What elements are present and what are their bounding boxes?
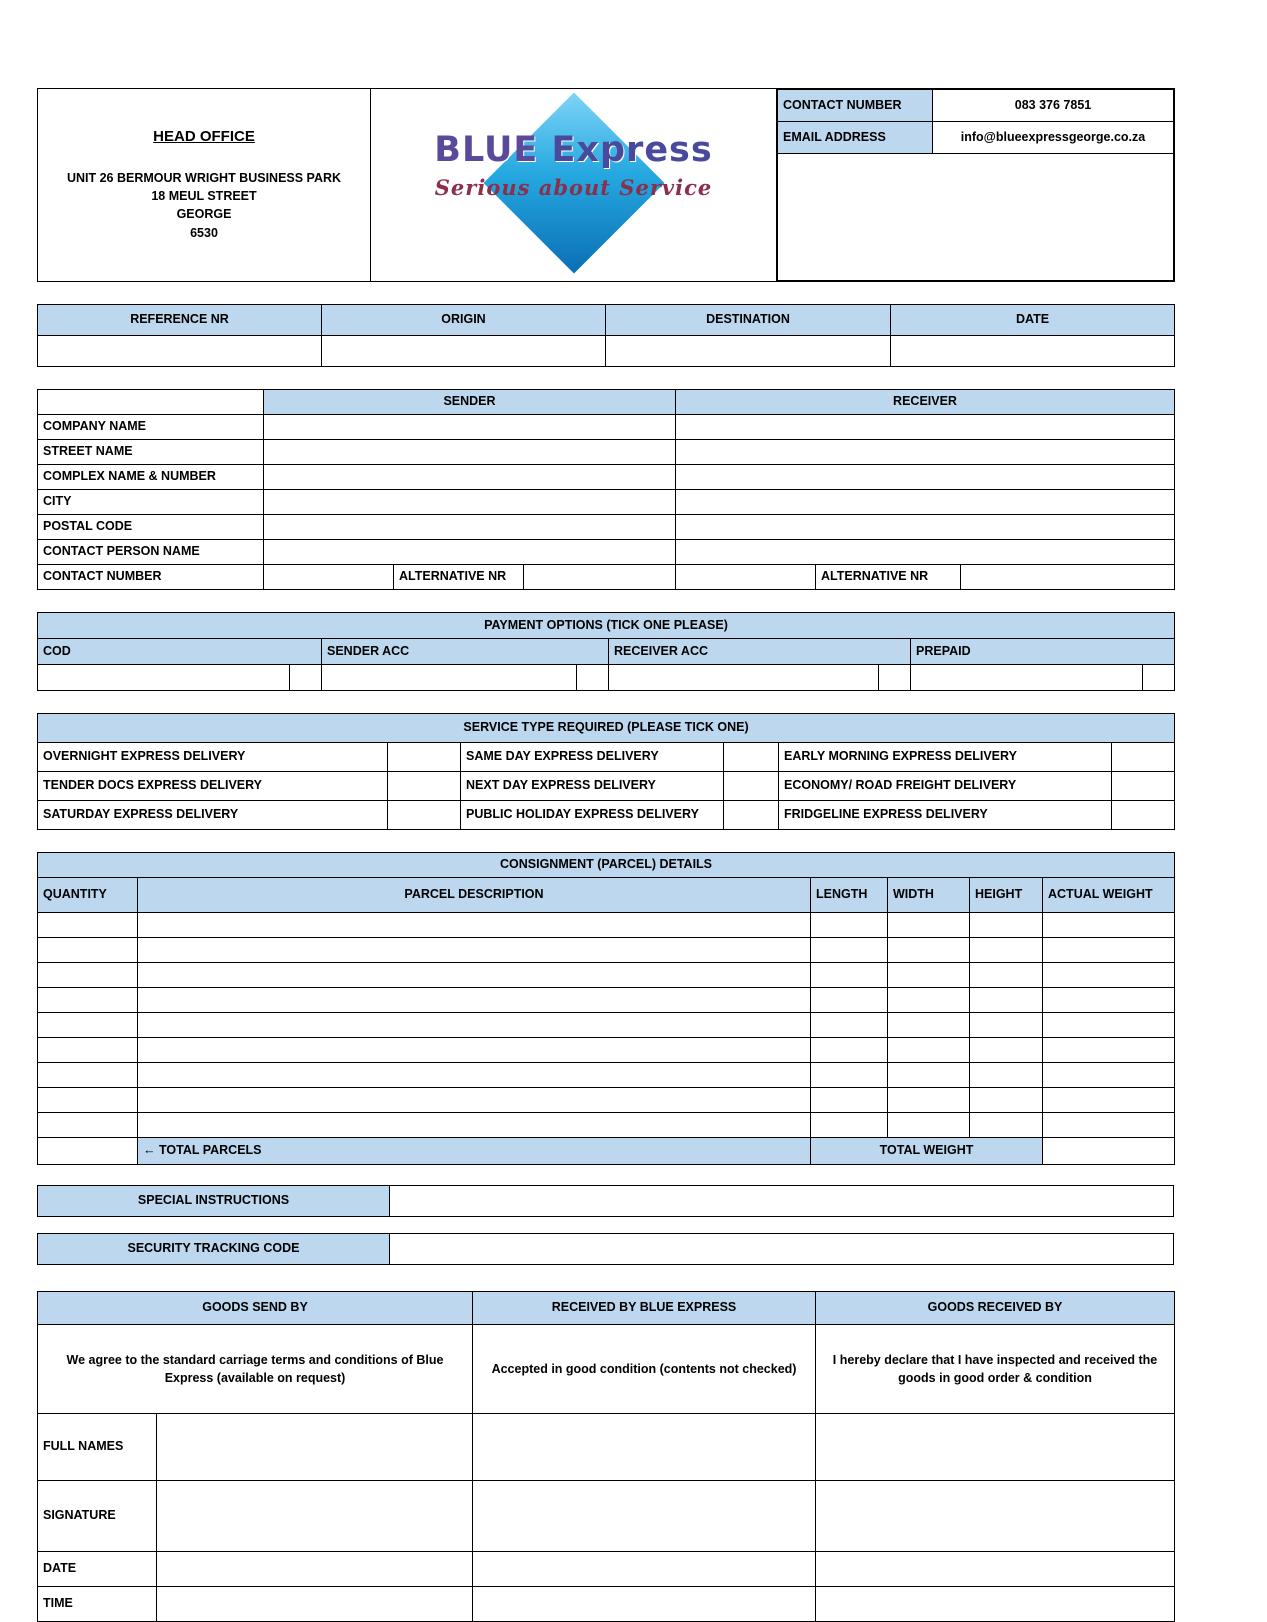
service-early-morning-label: EARLY MORNING EXPRESS DELIVERY bbox=[779, 743, 1112, 772]
cell-description[interactable] bbox=[138, 1088, 811, 1113]
table-row[interactable] bbox=[38, 913, 1175, 938]
service-overnight-tickbox[interactable] bbox=[388, 743, 461, 772]
table-row[interactable] bbox=[38, 988, 1175, 1013]
service-fridgeline-tickbox[interactable] bbox=[1112, 801, 1175, 830]
total-weight-label: TOTAL WEIGHT bbox=[811, 1138, 1043, 1165]
service-saturday-tickbox[interactable] bbox=[388, 801, 461, 830]
contact-number-label: CONTACT NUMBER bbox=[778, 90, 933, 122]
cell-actual-weight[interactable] bbox=[1043, 938, 1175, 963]
payment-sender-acc-tickbox[interactable] bbox=[577, 665, 609, 691]
row-label-contact-person-name: CONTACT PERSON NAME bbox=[38, 540, 264, 565]
column-header-actual-weight: ACTUAL WEIGHT bbox=[1043, 878, 1175, 913]
reference-nr-field[interactable] bbox=[38, 336, 322, 367]
sender-header: SENDER bbox=[264, 390, 676, 415]
cell-width[interactable] bbox=[888, 1113, 970, 1138]
reference-block bbox=[37, 304, 1175, 367]
cell-length[interactable] bbox=[811, 988, 888, 1013]
carrier-signature-field[interactable] bbox=[473, 1481, 816, 1552]
payment-prepaid-spacer bbox=[911, 665, 1143, 691]
total-parcels-value[interactable] bbox=[38, 1138, 138, 1165]
logo-word-express: Express bbox=[551, 130, 713, 170]
cell-length[interactable] bbox=[811, 1113, 888, 1138]
cell-width[interactable] bbox=[888, 1013, 970, 1038]
logo-tagline: Serious about Service bbox=[434, 175, 713, 200]
sender-terms-text: We agree to the standard carriage terms and conditions of Blue Express (available on request) bbox=[38, 1325, 473, 1414]
cell-height[interactable] bbox=[970, 988, 1043, 1013]
row-label-city: CITY bbox=[38, 490, 264, 515]
cell-actual-weight[interactable] bbox=[1043, 1038, 1175, 1063]
sender-alternative-nr-label: ALTERNATIVE NR bbox=[394, 565, 524, 590]
row-label-complex-name-number: COMPLEX NAME & NUMBER bbox=[38, 465, 264, 490]
cell-height[interactable] bbox=[970, 1113, 1043, 1138]
cell-height[interactable] bbox=[970, 1063, 1043, 1088]
destination-field[interactable] bbox=[606, 336, 891, 367]
receiver-street-name-field[interactable] bbox=[676, 440, 1175, 465]
head-office-title: HEAD OFFICE bbox=[153, 128, 255, 146]
service-saturday-label: SATURDAY EXPRESS DELIVERY bbox=[38, 801, 388, 830]
origin-header: ORIGIN bbox=[322, 305, 606, 336]
cell-length[interactable] bbox=[811, 938, 888, 963]
carrier-terms-text: Accepted in good condition (contents not checked) bbox=[473, 1325, 816, 1414]
column-header-quantity: QUANTITY bbox=[38, 878, 138, 913]
email-address-label: EMAIL ADDRESS bbox=[778, 122, 933, 154]
table-row[interactable] bbox=[38, 1063, 1175, 1088]
cell-quantity[interactable] bbox=[38, 1088, 138, 1113]
cell-quantity[interactable] bbox=[38, 913, 138, 938]
column-header-width: WIDTH bbox=[888, 878, 970, 913]
service-economy-road-tickbox[interactable] bbox=[1112, 772, 1175, 801]
carrier-date-field[interactable] bbox=[473, 1552, 816, 1587]
row-label-contact-number: CONTACT NUMBER bbox=[38, 565, 264, 590]
service-public-holiday-label: PUBLIC HOLIDAY EXPRESS DELIVERY bbox=[461, 801, 724, 830]
payment-option-prepaid-label: PREPAID bbox=[911, 639, 1175, 665]
receiver-postal-code-field[interactable] bbox=[676, 515, 1175, 540]
payment-options-title: PAYMENT OPTIONS (TICK ONE PLEASE) bbox=[38, 613, 1175, 639]
contact-blank-area bbox=[778, 154, 1174, 281]
service-type-block bbox=[37, 713, 1175, 830]
security-tracking-label: SECURITY TRACKING CODE bbox=[38, 1234, 390, 1265]
table-row[interactable] bbox=[38, 938, 1175, 963]
receiver-alternative-nr-field[interactable] bbox=[961, 565, 1175, 590]
table-row[interactable] bbox=[38, 963, 1175, 988]
service-fridgeline-label: FRIDGELINE EXPRESS DELIVERY bbox=[779, 801, 1112, 830]
address-line-4: 6530 bbox=[190, 225, 218, 240]
sr-corner-blank bbox=[38, 390, 264, 415]
service-public-holiday-tickbox[interactable] bbox=[724, 801, 779, 830]
date-label: DATE bbox=[38, 1552, 157, 1587]
cell-length[interactable] bbox=[811, 1013, 888, 1038]
cell-quantity[interactable] bbox=[38, 1113, 138, 1138]
cell-width[interactable] bbox=[888, 913, 970, 938]
date-field[interactable] bbox=[891, 336, 1175, 367]
consignment-details-block bbox=[37, 852, 1175, 1165]
payment-cod-tickbox[interactable] bbox=[290, 665, 322, 691]
cell-quantity[interactable] bbox=[38, 1038, 138, 1063]
service-tender-docs-tickbox[interactable] bbox=[388, 772, 461, 801]
receiver-contact-number-field[interactable] bbox=[676, 565, 816, 590]
cell-actual-weight[interactable] bbox=[1043, 1013, 1175, 1038]
table-row[interactable] bbox=[38, 1013, 1175, 1038]
payment-sender-acc-spacer bbox=[322, 665, 577, 691]
service-next-day-label: NEXT DAY EXPRESS DELIVERY bbox=[461, 772, 724, 801]
cell-length[interactable] bbox=[811, 1038, 888, 1063]
sender-date-field[interactable] bbox=[157, 1552, 473, 1587]
special-instructions-label: SPECIAL INSTRUCTIONS bbox=[38, 1186, 390, 1217]
receiver-time-field[interactable] bbox=[816, 1587, 1175, 1622]
receiver-terms-text: I hereby declare that I have inspected and received the goods in good order & condition bbox=[816, 1325, 1175, 1414]
service-type-title: SERVICE TYPE REQUIRED (PLEASE TICK ONE) bbox=[38, 714, 1175, 743]
signature-label: SIGNATURE bbox=[38, 1481, 157, 1552]
service-early-morning-tickbox[interactable] bbox=[1112, 743, 1175, 772]
received-by-blue-express-header: RECEIVED BY BLUE EXPRESS bbox=[473, 1292, 816, 1325]
total-weight-value[interactable] bbox=[1043, 1138, 1175, 1165]
signature-block bbox=[37, 1291, 1175, 1622]
cell-actual-weight[interactable] bbox=[1043, 913, 1175, 938]
receiver-complex-field[interactable] bbox=[676, 465, 1175, 490]
header-block bbox=[37, 88, 1175, 282]
receiver-header: RECEIVER bbox=[676, 390, 1175, 415]
payment-prepaid-tickbox[interactable] bbox=[1143, 665, 1175, 691]
row-label-postal-code: POSTAL CODE bbox=[38, 515, 264, 540]
receiver-company-name-field[interactable] bbox=[676, 415, 1175, 440]
time-label: TIME bbox=[38, 1587, 157, 1622]
receiver-alternative-nr-label: ALTERNATIVE NR bbox=[816, 565, 961, 590]
sender-time-field[interactable] bbox=[157, 1587, 473, 1622]
address-line-3: GEORGE bbox=[176, 207, 232, 222]
cell-length[interactable] bbox=[811, 1088, 888, 1113]
logo-word-blue: BLUE bbox=[434, 130, 539, 170]
table-row[interactable] bbox=[38, 1113, 1175, 1138]
head-office-cell bbox=[38, 89, 371, 282]
contact-block bbox=[777, 89, 1175, 282]
payment-cod-spacer bbox=[38, 665, 290, 691]
company-logo bbox=[371, 89, 777, 282]
total-parcels-label: ← TOTAL PARCELS bbox=[138, 1138, 811, 1165]
address-line-1: UNIT 26 BERMOUR WRIGHT BUSINESS PARK bbox=[66, 171, 342, 186]
table-row[interactable] bbox=[38, 1088, 1175, 1113]
email-address-value: info@blueexpressgeorge.co.za bbox=[933, 122, 1174, 154]
service-economy-road-label: ECONOMY/ ROAD FREIGHT DELIVERY bbox=[779, 772, 1112, 801]
special-instructions-field[interactable] bbox=[390, 1186, 1174, 1217]
special-instructions-block bbox=[37, 1185, 1174, 1217]
sender-receiver-block bbox=[37, 389, 1175, 590]
row-label-company-name: COMPANY NAME bbox=[38, 415, 264, 440]
reference-nr-header: REFERENCE NR bbox=[38, 305, 322, 336]
payment-receiver-acc-spacer bbox=[609, 665, 879, 691]
carrier-time-field[interactable] bbox=[473, 1587, 816, 1622]
cell-actual-weight[interactable] bbox=[1043, 988, 1175, 1013]
address-line-2: 18 MEUL STREET bbox=[151, 189, 257, 204]
consignment-title: CONSIGNMENT (PARCEL) DETAILS bbox=[38, 853, 1175, 878]
cell-description[interactable] bbox=[138, 1113, 811, 1138]
cell-description[interactable] bbox=[138, 1063, 811, 1088]
carrier-full-names-field[interactable] bbox=[473, 1414, 816, 1481]
cell-height[interactable] bbox=[970, 1013, 1043, 1038]
cell-description[interactable] bbox=[138, 913, 811, 938]
cell-actual-weight[interactable] bbox=[1043, 963, 1175, 988]
sender-company-name-field[interactable] bbox=[264, 415, 676, 440]
destination-header: DESTINATION bbox=[606, 305, 891, 336]
cell-quantity[interactable] bbox=[38, 938, 138, 963]
cell-length[interactable] bbox=[811, 1063, 888, 1088]
cell-quantity[interactable] bbox=[38, 988, 138, 1013]
cell-quantity[interactable] bbox=[38, 963, 138, 988]
cell-actual-weight[interactable] bbox=[1043, 1113, 1175, 1138]
receiver-signature-field[interactable] bbox=[816, 1481, 1175, 1552]
cell-actual-weight[interactable] bbox=[1043, 1063, 1175, 1088]
receiver-contact-person-field[interactable] bbox=[676, 540, 1175, 565]
service-same-day-label: SAME DAY EXPRESS DELIVERY bbox=[461, 743, 724, 772]
cell-height[interactable] bbox=[970, 963, 1043, 988]
logo-wordmark bbox=[371, 129, 776, 173]
sender-contact-number-field[interactable] bbox=[264, 565, 394, 590]
sender-postal-code-field[interactable] bbox=[264, 515, 676, 540]
cell-length[interactable] bbox=[811, 963, 888, 988]
service-same-day-tickbox[interactable] bbox=[724, 743, 779, 772]
receiver-date-field[interactable] bbox=[816, 1552, 1175, 1587]
cell-width[interactable] bbox=[888, 1088, 970, 1113]
sender-signature-field[interactable] bbox=[157, 1481, 473, 1552]
sender-complex-field[interactable] bbox=[264, 465, 676, 490]
cell-height[interactable] bbox=[970, 913, 1043, 938]
payment-option-cod-label: COD bbox=[38, 639, 322, 665]
payment-option-receiver-acc-label: RECEIVER ACC bbox=[609, 639, 911, 665]
service-next-day-tickbox[interactable] bbox=[724, 772, 779, 801]
cell-length[interactable] bbox=[811, 913, 888, 938]
service-tender-docs-label: TENDER DOCS EXPRESS DELIVERY bbox=[38, 772, 388, 801]
sender-full-names-field[interactable] bbox=[157, 1414, 473, 1481]
cell-height[interactable] bbox=[970, 938, 1043, 963]
cell-height[interactable] bbox=[970, 1088, 1043, 1113]
sender-street-name-field[interactable] bbox=[264, 440, 676, 465]
full-names-label: FULL NAMES bbox=[38, 1414, 157, 1481]
cell-description[interactable] bbox=[138, 988, 811, 1013]
cell-width[interactable] bbox=[888, 963, 970, 988]
column-header-length: LENGTH bbox=[811, 878, 888, 913]
cell-description[interactable] bbox=[138, 1013, 811, 1038]
payment-options-block bbox=[37, 612, 1175, 691]
column-header-parcel-description: PARCEL DESCRIPTION bbox=[138, 878, 811, 913]
column-header-height: HEIGHT bbox=[970, 878, 1043, 913]
waybill-form bbox=[37, 88, 1174, 1622]
cell-width[interactable] bbox=[888, 938, 970, 963]
security-tracking-block bbox=[37, 1233, 1174, 1265]
receiver-full-names-field[interactable] bbox=[816, 1414, 1175, 1481]
cell-description[interactable] bbox=[138, 963, 811, 988]
cell-width[interactable] bbox=[888, 988, 970, 1013]
service-overnight-label: OVERNIGHT EXPRESS DELIVERY bbox=[38, 743, 388, 772]
contact-number-value: 083 376 7851 bbox=[933, 90, 1174, 122]
table-row[interactable] bbox=[38, 1038, 1175, 1063]
security-tracking-field[interactable] bbox=[390, 1234, 1174, 1265]
goods-send-by-header: GOODS SEND BY bbox=[38, 1292, 473, 1325]
cell-height[interactable] bbox=[970, 1038, 1043, 1063]
payment-option-sender-acc-label: SENDER ACC bbox=[322, 639, 609, 665]
cell-description[interactable] bbox=[138, 1038, 811, 1063]
cell-description[interactable] bbox=[138, 938, 811, 963]
goods-received-by-header: GOODS RECEIVED BY bbox=[816, 1292, 1175, 1325]
sender-alternative-nr-field[interactable] bbox=[524, 565, 676, 590]
cell-width[interactable] bbox=[888, 1063, 970, 1088]
sender-city-field[interactable] bbox=[264, 490, 676, 515]
cell-width[interactable] bbox=[888, 1038, 970, 1063]
cell-quantity[interactable] bbox=[38, 1013, 138, 1038]
date-header: DATE bbox=[891, 305, 1175, 336]
sender-contact-person-field[interactable] bbox=[264, 540, 676, 565]
origin-field[interactable] bbox=[322, 336, 606, 367]
cell-actual-weight[interactable] bbox=[1043, 1088, 1175, 1113]
cell-quantity[interactable] bbox=[38, 1063, 138, 1088]
payment-receiver-acc-tickbox[interactable] bbox=[879, 665, 911, 691]
row-label-street-name: STREET NAME bbox=[38, 440, 264, 465]
receiver-city-field[interactable] bbox=[676, 490, 1175, 515]
